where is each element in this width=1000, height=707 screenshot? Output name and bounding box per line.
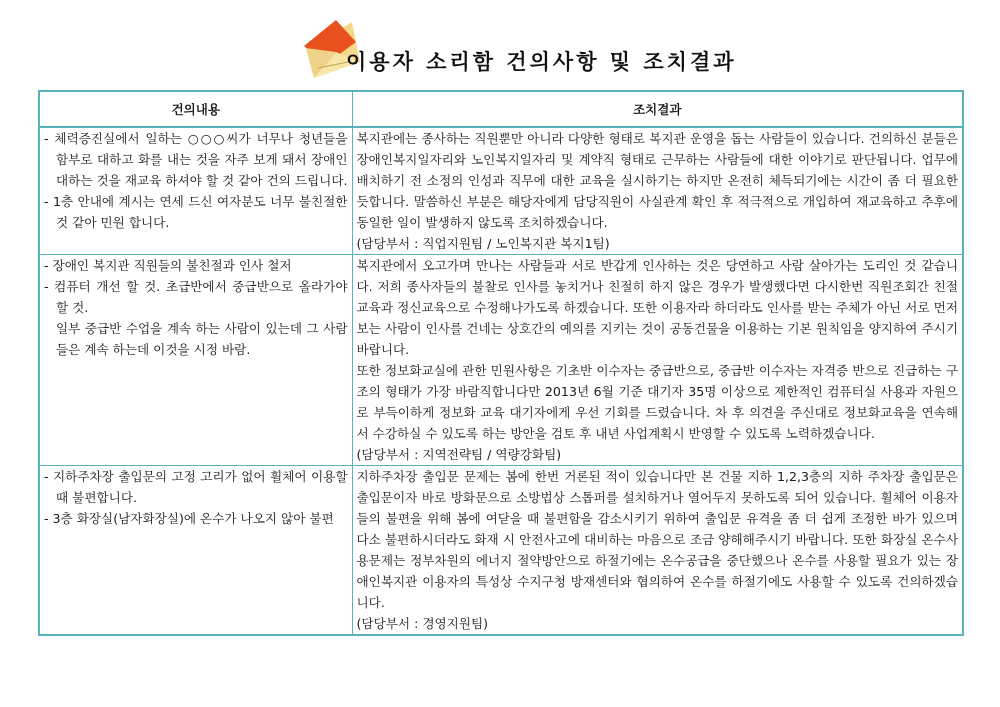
department-note: (담당부서 : 경영지원팀) [356, 616, 489, 631]
table-row [39, 255, 963, 466]
request-cell [39, 466, 352, 636]
request-item: 일부 중급반 수업을 계속 하는 사람이 있는데 그 사람들은 계속 하는데 이것을 시정 바람. [56, 321, 348, 357]
action-cell [352, 466, 963, 636]
action-text: 복지관에는 종사하는 직원뿐만 아니라 다양한 형태로 복지관 운영을 돕는 사람들이 있습니다. 건의하신 분들은 장애인복지일자리와 노인복지일자리 및 계약직 형태로 근무하는 사람들에 대한 이야기로 판단됩니다. 업무에 배치하기 전 소정의 인성과 직무에 대한 교육을 실시하기는 하지만 온전히 체득되기에는 시간이 좀 더 필요한 듯합니다. 말씀하신 부분은 해당자에게 담당직원이 사실관계 확인 후 적극적으로 개입하여 재교육하고 추후에 동일한 일이 발생하지 않도록 조치하겠습니다. [356, 131, 958, 230]
request-cell [39, 255, 352, 466]
page-title: 이용자 소리함 건의사항 및 조치결과 [346, 50, 737, 74]
action-text: 지하주차장 출입문 문제는 봄에 한번 거론된 적이 있습니다만 본 건물 지하 1,2,3층의 지하 주차장 출입문은 출입문이자 바로 방화문으로 소방법상 스톱퍼를 설치하거나 열어두지 못하도록 되어 있습니다. 휠체어 이용자들의 불편을 위해 봄에 여닫을 때 불편함을 감소시키기 위하여 출입문 유격을 좀 더 쉽게 조정한 바가 있으며 다소 불편하시더라도 화재 시 안전사고에 대비하는 마음으로 조금 양해해주시기 바랍니다. 또한 화장실 온수사용문제는 정부차원의 에너지 절약방안으로 하절기에는 온수공급을 중단했으나 온수를 사용할 필요가 있는 장애인복지관 이용자의 특성상 수지구청 방재센터와 협의하여 온수를 하절기에도 사용할 수 있도록 건의하겠습니다. [356, 469, 958, 610]
table-row [39, 466, 963, 636]
title-area [296, 16, 756, 86]
table-row [39, 127, 963, 255]
request-item: - 장애인 복지관 직원들의 불친절과 인사 철저 [44, 258, 292, 273]
header-request: 건의내용 [39, 91, 352, 127]
request-cell [39, 127, 352, 255]
request-item: - 3층 화장실(남자화장실)에 온수가 나오지 않아 불편 [44, 511, 334, 526]
request-item: - 체력증진실에서 일하는 ○○○씨가 너무나 청년들을 함부로 대하고 화를 내는 것을 자주 보게 돼서 장애인 대하는 것을 재교육 하셔야 할 것 같아 건의 드립니다. [44, 131, 348, 188]
action-cell [352, 127, 963, 255]
suggestion-table [38, 90, 964, 636]
header-action: 조치결과 [352, 91, 963, 127]
request-item: - 1층 안내에 계시는 연세 드신 여자분도 너무 불친절한 것 같아 민원 합니다. [44, 194, 348, 230]
department-note: (담당부서 : 지역전략팀 / 역량강화팀) [356, 447, 562, 462]
action-cell [352, 255, 963, 466]
action-text: 복지관에서 오고가며 만나는 사람들과 서로 반갑게 인사하는 것은 당연하고 사람 살아가는 도리인 것 같습니다. 저희 종사자들의 불찰로 인사를 놓치거나 친절히 하지 않은 경우가 발생했다면 다시한번 직원조회간 친절교육과 정신교육으로 수정해나가도록 하겠습니다. 또한 이용자라 하더라도 인사를 받는 주체가 아닌 서로 먼저 보는 사람이 인사를 건네는 상호간의 예의를 지키는 것이 공동건물을 이용하는 기본 원칙임을 양지하여 주시기 바랍니다. [356, 258, 958, 357]
request-item: - 지하주차장 출입문의 고정 고리가 없어 휠체어 이용할 때 불편합니다. [44, 469, 348, 505]
action-text: 또한 정보화교실에 관한 민원사항은 기초반 이수자는 중급반으로, 중급반 이수자는 자격증 반으로 진급하는 구조의 형태가 가장 바람직합니다만 2013년 6월 기준 대기자 35명 이상으로 제한적인 컴퓨터실 사용과 자원으로 부득이하게 정보화 교육 대기자에게 우선 기회를 드렸습니다. 차 후 의견을 주신대로 정보화교육을 연속해서 수강하실 수 있도록 하는 방안을 검토 후 내년 사업계획시 반영할 수 있도록 노력하겠습니다. [356, 363, 958, 441]
request-item: - 컴퓨터 개선 할 것. 초급반에서 중급반으로 올라가야 할 것. [44, 279, 348, 315]
department-note: (담당부서 : 직업지원팀 / 노인복지관 복지1팀) [356, 236, 610, 251]
header-row [39, 91, 963, 127]
